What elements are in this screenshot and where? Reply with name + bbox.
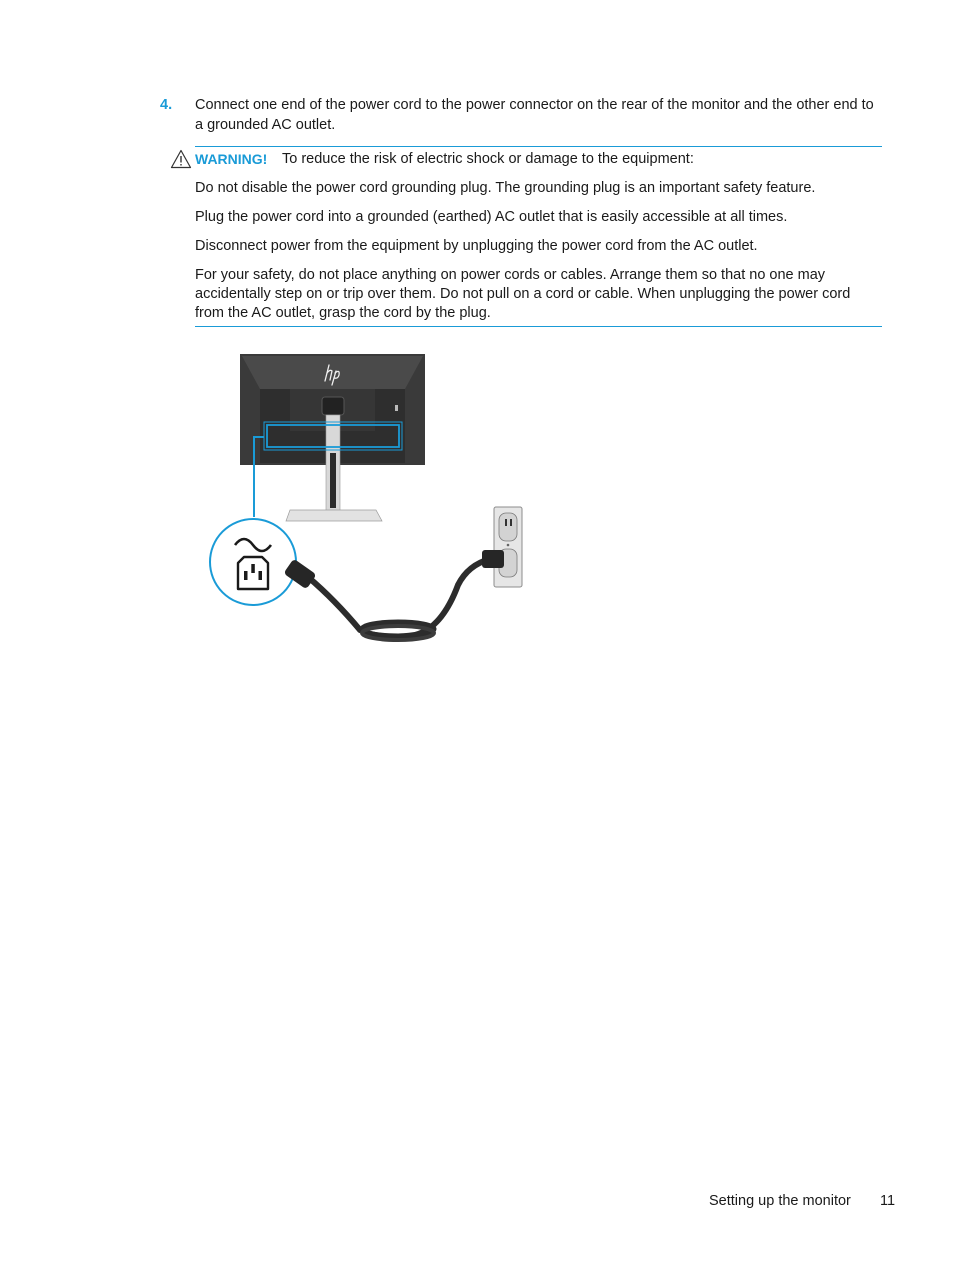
footer-section-title: Setting up the monitor bbox=[709, 1193, 851, 1209]
warning-paragraph-3: Disconnect power from the equipment by unplugging the power cord from the AC outlet. bbox=[195, 238, 758, 254]
power-connection-figure bbox=[200, 345, 540, 645]
monitor-rear-illustration bbox=[240, 354, 425, 521]
warning-triangle-icon bbox=[170, 149, 192, 169]
power-cord-illustration bbox=[283, 550, 504, 640]
step-number: 4. bbox=[160, 97, 173, 113]
footer-page-number: 11 bbox=[880, 1193, 896, 1209]
ac-power-connector-icon bbox=[210, 519, 296, 605]
warning-box bbox=[195, 146, 882, 327]
warning-paragraph-1: Do not disable the power cord grounding plug. The grounding plug is an important safety feature. bbox=[195, 180, 816, 196]
warning-paragraph-2: Plug the power cord into a grounded (earthed) AC outlet that is easily accessible at all times. bbox=[195, 209, 788, 225]
warning-intro: To reduce the risk of electric shock or damage to the equipment: bbox=[282, 151, 694, 167]
warning-paragraph-4: For your safety, do not place anything on power cords or cables. Arrange them so that no one may accidentally step on or trip over them. Do not pull on a cord or cable. When unplugging the power cord from the AC outlet, grasp the cord by the plug. bbox=[195, 267, 851, 321]
step-instruction: Connect one end of the power cord to the power connector on the rear of the monitor and the other end to a grounded AC outlet. bbox=[195, 97, 874, 133]
warning-label: WARNING! bbox=[195, 151, 268, 167]
wall-outlet-illustration bbox=[494, 507, 522, 587]
